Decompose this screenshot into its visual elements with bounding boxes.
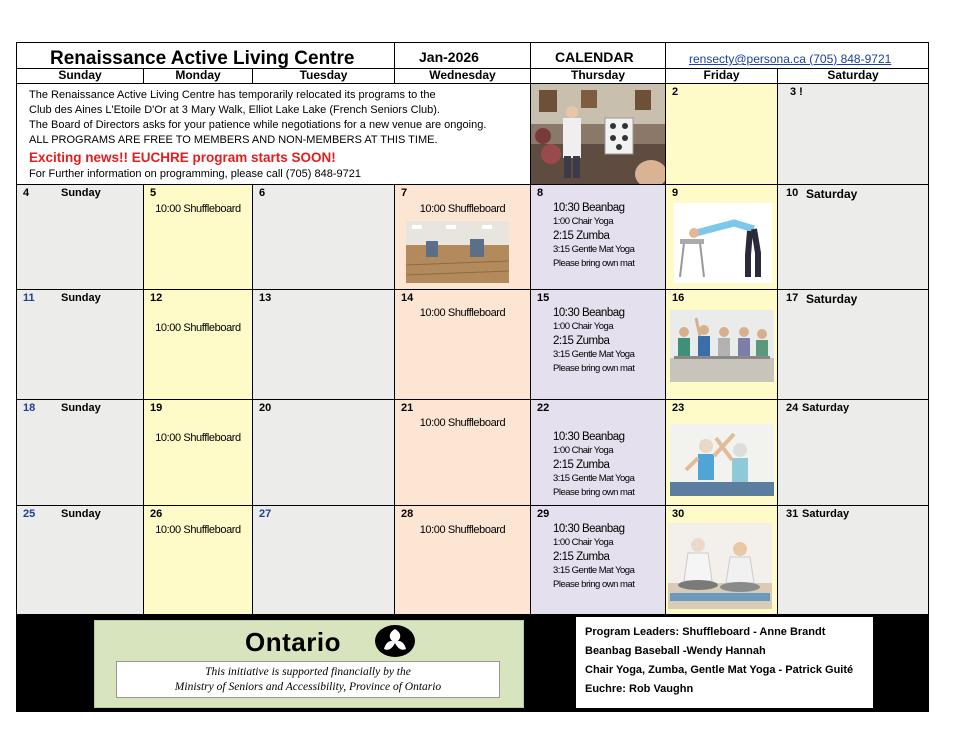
intro-notice — [17, 84, 530, 184]
mat-yoga-activity: 3:15 Gentle Mat Yoga — [553, 349, 635, 360]
chair-stretch-illustration — [674, 203, 772, 283]
day-cell-24 — [778, 400, 928, 505]
day-cell-17 — [778, 290, 928, 399]
day-cell-9 — [666, 185, 777, 289]
funding-statement — [116, 661, 500, 698]
chair-yoga-class-photo — [670, 310, 774, 382]
day-cell-10 — [778, 185, 928, 289]
dayname-monday: Monday — [144, 69, 252, 83]
mat-note: Please bring own mat — [553, 487, 635, 498]
day-number: 8 — [537, 187, 544, 199]
day-cell-19 — [144, 400, 252, 505]
leader-line: Euchre: Rob Vaughn — [585, 683, 694, 695]
day-cell-5 — [144, 185, 252, 289]
stretching-seniors-illustration — [670, 424, 774, 496]
month-label: Jan-2026 — [419, 49, 479, 65]
month-cell — [395, 43, 530, 68]
day-number: 19 — [150, 402, 163, 414]
day-label: Saturday — [806, 292, 858, 306]
mat-note: Please bring own mat — [553, 258, 635, 269]
day-label: Sunday — [61, 402, 101, 414]
day-cell-27 — [253, 506, 394, 614]
ontario-funding-panel — [94, 620, 524, 708]
shuffleboard-activity: 10:00 Shuffleboard — [419, 307, 506, 319]
shuffleboard-activity: 10:00 Shuffleboard — [419, 203, 506, 215]
day-cell-7 — [395, 185, 530, 289]
beanbag-activity: 10:30 Beanbag — [553, 431, 625, 443]
day-number: 24 — [786, 402, 799, 414]
chair-yoga-activity: 1:00 Chair Yoga — [553, 216, 614, 227]
chair-yoga-class-illustration — [670, 310, 774, 382]
beanbag-activity: 10:30 Beanbag — [553, 307, 625, 319]
day-number: 30 — [672, 508, 685, 520]
shuffleboard-activity: 10:00 Shuffleboard — [155, 203, 241, 215]
day-cell-26 — [144, 506, 252, 614]
day-cell-18 — [17, 400, 143, 505]
day-number: 12 — [150, 292, 163, 304]
zumba-activity: 2:15 Zumba — [553, 551, 610, 563]
mat-note: Please bring own mat — [553, 363, 635, 374]
intro-line: For Further information on programming, please call (705) 848-9721 — [29, 168, 361, 180]
funding-line: Ministry of Seniors and Accessibility, Province of Ontario — [174, 681, 442, 693]
day-number: 4 — [23, 187, 30, 199]
day-number: 15 — [537, 292, 550, 304]
chair-yoga-activity: 1:00 Chair Yoga — [553, 321, 614, 332]
hall-photo-illustration — [406, 221, 509, 283]
day-number: 18 — [23, 402, 36, 414]
thursday-schedule — [553, 306, 634, 376]
day-number: 5 — [150, 187, 157, 199]
zumba-activity: 2:15 Zumba — [553, 459, 610, 471]
stretching-seniors-photo — [670, 424, 774, 496]
shuffleboard-activity: 10:00 Shuffleboard — [155, 322, 241, 334]
calendar-cell — [531, 43, 665, 68]
day-number: 29 — [537, 508, 550, 520]
intro-line: Club des Aines L'Etoile D'Or at 3 Mary Walk, Elliot Lake Lake (French Seniors Club). — [29, 104, 440, 116]
day-cell-2 — [666, 84, 777, 184]
dayname-wednesday: Wednesday — [395, 69, 530, 83]
title-cell — [17, 43, 394, 68]
day-number: 28 — [401, 508, 414, 520]
euchre-announcement: Exciting news!! EUCHRE program starts SOON! — [29, 150, 336, 165]
page-title: Renaissance Active Living Centre — [50, 48, 355, 69]
day-label: Saturday — [802, 508, 850, 520]
intro-line: ALL PROGRAMS ARE FREE TO MEMBERS AND NON-MEMBERS AT THIS TIME. — [29, 134, 438, 146]
zumba-activity: 2:15 Zumba — [553, 230, 610, 242]
day-label: Saturday — [802, 402, 850, 414]
intro-line: The Renaissance Active Living Centre has temporarily relocated its programs to the — [29, 89, 436, 101]
day-number: 26 — [150, 508, 163, 520]
day-cell-16 — [666, 290, 777, 399]
program-leaders-panel — [576, 617, 873, 708]
day-cell-11 — [17, 290, 143, 399]
day-cell-6 — [253, 185, 394, 289]
dayname-thursday: Thursday — [531, 69, 665, 83]
day-number: 31 — [786, 508, 799, 520]
day-cell-22 — [531, 400, 665, 505]
calendar-label: CALENDAR — [555, 49, 634, 65]
day-number: 27 — [259, 508, 272, 520]
mat-yoga-illustration — [668, 523, 772, 609]
thursday-schedule — [553, 430, 634, 500]
day-number: 3 ! — [790, 86, 803, 98]
ontario-trillium-icon — [374, 623, 416, 659]
day-cell-20 — [253, 400, 394, 505]
mat-yoga-activity: 3:15 Gentle Mat Yoga — [553, 244, 635, 255]
thursday-schedule — [553, 201, 634, 271]
day-cell-25 — [17, 506, 143, 614]
intro-line: The Board of Directors asks for your patience while negotiations for a new venue are ongoing. — [29, 119, 487, 131]
day-cell-21 — [395, 400, 530, 505]
funding-line: This initiative is supported financially by the — [205, 666, 411, 678]
shuffleboard-activity: 10:00 Shuffleboard — [155, 524, 241, 536]
shuffleboard-activity: 10:00 Shuffleboard — [419, 524, 506, 536]
day-cell-13 — [253, 290, 394, 399]
thursday-schedule — [553, 522, 634, 592]
day-cell-28 — [395, 506, 530, 614]
day-number: 11 — [23, 292, 35, 304]
beanbag-photo-illustration — [531, 84, 665, 184]
day-number: 14 — [401, 292, 414, 304]
day-cell-12 — [144, 290, 252, 399]
day-number: 2 — [672, 86, 679, 98]
dayname-friday: Friday — [666, 69, 777, 83]
day-number: 25 — [23, 508, 36, 520]
day-cell-3 — [778, 84, 928, 184]
day-cell-30 — [666, 506, 777, 614]
beanbag-photo — [531, 84, 665, 184]
day-number: 7 — [401, 187, 408, 199]
beanbag-activity: 10:30 Beanbag — [553, 202, 625, 214]
dayname-sunday: Sunday — [17, 69, 143, 83]
ontario-wordmark: Ontario — [245, 627, 341, 657]
day-number: 10 — [786, 187, 799, 199]
day-number: 13 — [259, 292, 272, 304]
day-number: 17 — [786, 292, 799, 304]
day-number: 20 — [259, 402, 272, 414]
day-number: 21 — [401, 402, 414, 414]
day-label: Sunday — [61, 508, 101, 520]
day-cell-31 — [778, 506, 928, 614]
dayname-saturday: Saturday — [778, 69, 928, 83]
day-number: 23 — [672, 402, 685, 414]
day-label: Sunday — [61, 187, 101, 199]
shuffleboard-activity: 10:00 Shuffleboard — [419, 417, 506, 429]
day-cell-29 — [531, 506, 665, 614]
beanbag-activity: 10:30 Beanbag — [553, 523, 625, 535]
mat-note: Please bring own mat — [553, 579, 635, 590]
zumba-activity: 2:15 Zumba — [553, 335, 610, 347]
contact-cell — [666, 43, 928, 68]
day-label: Sunday — [61, 292, 101, 304]
leader-line: Program Leaders: Shuffleboard - Anne Brandt — [585, 626, 826, 638]
day-cell-4 — [17, 185, 143, 289]
contact-link[interactable]: rensecty@persona.ca (705) 848-9721 — [689, 52, 892, 66]
day-label: Saturday — [806, 187, 858, 201]
mat-yoga-activity: 3:15 Gentle Mat Yoga — [553, 565, 635, 576]
day-cell-15 — [531, 290, 665, 399]
chair-stretch-photo — [674, 203, 772, 283]
day-cell-8 — [531, 185, 665, 289]
leader-line: Chair Yoga, Zumba, Gentle Mat Yoga - Patrick Guité — [585, 664, 854, 676]
hall-photo — [406, 221, 509, 283]
mat-yoga-activity: 3:15 Gentle Mat Yoga — [553, 473, 635, 484]
chair-yoga-activity: 1:00 Chair Yoga — [553, 537, 614, 548]
chair-yoga-activity: 1:00 Chair Yoga — [553, 445, 614, 456]
day-number: 9 — [672, 187, 679, 199]
dayname-tuesday: Tuesday — [253, 69, 394, 83]
day-number: 22 — [537, 402, 550, 414]
mat-yoga-photo — [668, 523, 772, 609]
ontario-trillium-svg — [374, 623, 416, 659]
day-cell-23 — [666, 400, 777, 505]
day-cell-14 — [395, 290, 530, 399]
day-number: 16 — [672, 292, 685, 304]
day-number: 6 — [259, 187, 266, 199]
shuffleboard-activity: 10:00 Shuffleboard — [155, 432, 241, 444]
leader-line: Beanbag Baseball -Wendy Hannah — [585, 645, 766, 657]
